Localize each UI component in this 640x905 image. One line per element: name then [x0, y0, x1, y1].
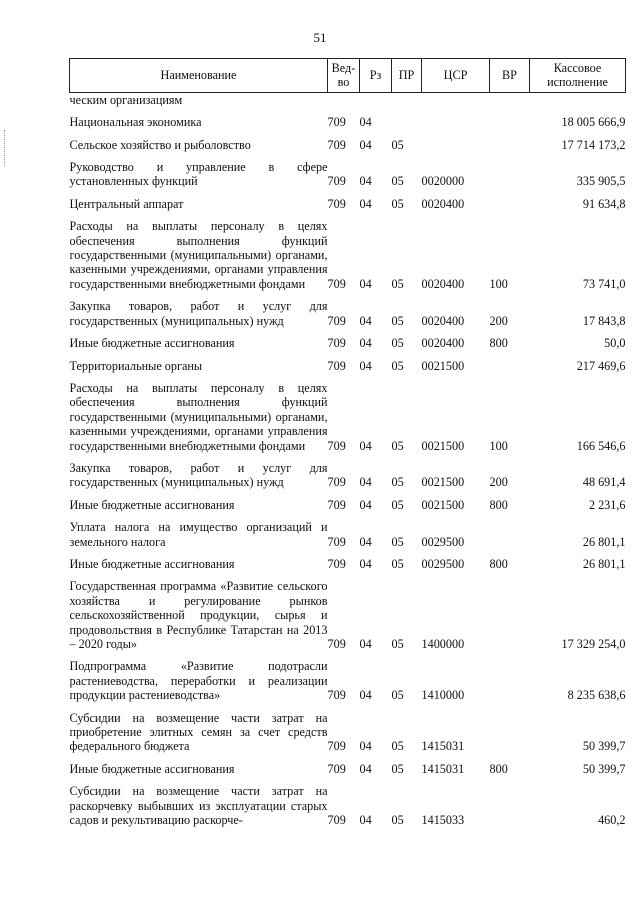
header-vr: ВР: [490, 59, 530, 93]
cell-ved: 709: [327, 688, 346, 703]
cell-rz: [360, 92, 392, 107]
cell-ved: 709: [327, 438, 346, 453]
cell-vr: [490, 115, 530, 129]
cell-pr: 05: [391, 556, 404, 571]
cell-pr: 05: [391, 137, 404, 152]
cell-pr: 05: [391, 739, 404, 754]
cell-vr: 800: [489, 497, 508, 512]
cell-name: Уплата налога на имущество организаций и земельного налога: [69, 520, 328, 549]
cell-pr: 05: [391, 313, 404, 328]
cell-amount: 50 399,7: [582, 761, 626, 776]
row-spacer: [70, 571, 626, 579]
row-spacer: [70, 291, 626, 299]
cell-ved: 709: [327, 637, 346, 651]
cell-amount: 50,0: [604, 336, 626, 351]
cell-pr: 05: [391, 358, 404, 373]
cell-name: Расходы на выплаты персоналу в целях обеспечения выполнения функций государственными (муниципальными) органами, казенными учреждениями, органами управления государственными внебюджетными фондами: [69, 219, 328, 291]
cell-amount: 17 329 254,0: [561, 637, 626, 651]
cell-csr: [422, 115, 490, 129]
cell-name: Субсидии на возмещение части затрат на раскорчевку выбывших из эксплуатации старых садов и рекультивацию раскорче-: [69, 784, 328, 828]
cell-name: ческим организациям: [69, 92, 183, 107]
cell-csr: 0029500: [421, 556, 465, 571]
cell-vr: [490, 160, 530, 189]
cell-name: Государственная программа «Развитие сельского хозяйства и регулирование рынков сельскохозяйственной продукции, сырья и продовольствия в Республике Татарстан на 2013 – 2020 годы»: [69, 579, 328, 651]
cell-ved: 709: [327, 196, 346, 211]
row-spacer: [70, 453, 626, 461]
cell-rz: 04: [359, 534, 372, 549]
cell-rz: 04: [359, 556, 372, 571]
cell-name: Иные бюджетные ассигнования: [69, 336, 235, 351]
cell-csr: [422, 138, 490, 152]
header-amount: Кассовое исполнение: [530, 59, 626, 93]
cell-rz: 04: [359, 196, 372, 211]
cell-name: Закупка товаров, работ и услуг для государственных (муниципальных) нужд: [69, 299, 328, 328]
cell-amount: 17 714 173,2: [561, 137, 626, 152]
table-row: [70, 784, 626, 827]
cell-pr: 05: [391, 336, 404, 351]
cell-name: Иные бюджетные ассигнования: [69, 497, 235, 512]
cell-ved: 709: [327, 174, 346, 189]
cell-pr: 05: [391, 813, 404, 828]
cell-csr: 1415033: [421, 813, 465, 828]
cell-csr: [422, 92, 490, 107]
header-name: Наименование: [70, 59, 328, 93]
cell-name: Субсидии на возмещение части затрат на приобретение элитных семян за счет средств федерального бюджета: [69, 710, 328, 754]
cell-rz: 04: [359, 313, 372, 328]
table-row: [70, 461, 626, 490]
row-spacer: [70, 189, 626, 197]
cell-amount: 50 399,7: [582, 739, 626, 754]
cell-vr: 100: [489, 276, 508, 291]
cell-rz: 04: [359, 137, 372, 152]
table-row: [70, 160, 626, 189]
table-row: [70, 299, 626, 328]
cell-amount: 335 905,5: [576, 174, 626, 189]
page-number: 51: [313, 30, 327, 45]
cell-rz: 04: [359, 761, 372, 776]
cell-csr: 0021500: [421, 497, 465, 512]
cell-pr: 05: [391, 475, 404, 490]
cell-vr: 800: [489, 336, 508, 351]
cell-vr: 100: [489, 438, 508, 453]
cell-csr: 0020400: [421, 336, 465, 351]
table-row: [70, 557, 626, 571]
cell-ved: 709: [327, 556, 346, 571]
cell-vr: [490, 579, 530, 651]
cell-csr: 0021500: [421, 438, 465, 453]
cell-amount: 18 005 666,9: [561, 115, 626, 130]
cell-amount: 217 469,6: [576, 358, 626, 373]
cell-ved: 709: [327, 813, 346, 828]
cell-vr: 800: [489, 761, 508, 776]
scan-margin-mark: [4, 130, 7, 166]
cell-ved: 709: [327, 313, 346, 328]
table-row: [70, 381, 626, 453]
table-row: [70, 359, 626, 373]
cell-csr: 0021500: [421, 358, 465, 373]
cell-pr: 05: [391, 196, 404, 211]
cell-pr: [392, 115, 422, 129]
cell-rz: 04: [359, 115, 372, 130]
cell-pr: 05: [391, 688, 404, 703]
cell-pr: 05: [391, 497, 404, 512]
cell-name: Подпрограмма «Развитие подотрасли растениеводства, переработки и реализации продукции растениеводства»: [69, 659, 328, 703]
cell-csr: 1415031: [421, 739, 465, 754]
row-spacer: [70, 373, 626, 381]
cell-pr: 05: [391, 534, 404, 549]
row-spacer: [70, 152, 626, 160]
row-spacer: [70, 130, 626, 138]
cell-name: Расходы на выплаты персоналу в целях обеспечения выполнения функций государственными (муниципальными) органами, казенными учреждениями, органами управления государственными внебюджетными фондами: [69, 380, 328, 453]
budget-table: [69, 58, 626, 827]
cell-vr: [490, 359, 530, 373]
cell-rz: 04: [359, 475, 372, 490]
cell-ved: 709: [327, 358, 346, 373]
row-spacer: [70, 211, 626, 219]
cell-name: Иные бюджетные ассигнования: [69, 556, 235, 571]
row-spacer: [70, 512, 626, 520]
cell-rz: 04: [359, 813, 372, 828]
cell-vr: [490, 138, 530, 152]
cell-vr: 800: [489, 556, 508, 571]
cell-rz: 04: [359, 497, 372, 512]
cell-amount: 26 801,1: [582, 556, 626, 571]
cell-name: Сельское хозяйство и рыболовство: [69, 137, 251, 152]
cell-pr: 05: [391, 276, 404, 291]
cell-amount: [530, 92, 626, 107]
cell-name: Иные бюджетные ассигнования: [69, 761, 235, 776]
table-row: [70, 498, 626, 512]
row-spacer: [70, 651, 626, 659]
cell-rz: 04: [359, 276, 372, 291]
header-pr: ПР: [392, 59, 422, 93]
cell-vr: [490, 659, 530, 702]
cell-csr: 0020400: [421, 276, 465, 291]
cell-amount: 460,2: [598, 813, 626, 828]
cell-ved: 709: [327, 115, 346, 130]
table-row: [70, 219, 626, 291]
cell-ved: 709: [327, 336, 346, 351]
cell-rz: 04: [359, 336, 372, 351]
cell-ved: 709: [327, 475, 346, 490]
cell-pr: [392, 92, 422, 107]
cell-amount: 166 546,6: [576, 438, 626, 453]
header-rz: Рз: [360, 59, 392, 93]
row-spacer: [70, 107, 626, 115]
table-row: [70, 336, 626, 350]
cell-csr: 1415031: [421, 761, 465, 776]
cell-rz: 04: [359, 688, 372, 703]
cell-vr: [490, 92, 530, 107]
cell-ved: 709: [327, 137, 346, 152]
row-spacer: [70, 549, 626, 557]
row-spacer: [70, 754, 626, 762]
row-spacer: [70, 776, 626, 784]
cell-name: Руководство и управление в сфере установленных функций: [69, 160, 328, 189]
cell-pr: 05: [391, 761, 404, 776]
cell-vr: 200: [489, 475, 508, 490]
cell-name: Национальная экономика: [69, 115, 202, 130]
row-spacer: [70, 328, 626, 336]
table-row: [70, 579, 626, 651]
cell-amount: 48 691,4: [582, 475, 626, 490]
cell-pr: 05: [391, 438, 404, 453]
cell-csr: 0021500: [421, 475, 465, 490]
cell-csr: 1410000: [421, 688, 465, 703]
cell-amount: 17 843,8: [582, 313, 626, 328]
cell-ved: 709: [327, 276, 346, 291]
cell-pr: 05: [391, 637, 404, 651]
cell-rz: 04: [359, 174, 372, 189]
cell-rz: 04: [359, 739, 372, 754]
header-csr: ЦСР: [422, 59, 490, 93]
table-row: [70, 197, 626, 211]
cell-csr: 1400000: [421, 637, 465, 651]
cell-vr: [490, 784, 530, 827]
table-row: [70, 115, 626, 129]
cell-ved: [328, 92, 360, 107]
cell-name: Территориальные органы: [69, 358, 203, 373]
row-spacer: [70, 490, 626, 498]
table-body: [70, 92, 626, 827]
table-row: [70, 659, 626, 702]
cell-csr: 0020400: [421, 196, 465, 211]
cell-ved: 709: [327, 739, 346, 754]
row-spacer: [70, 703, 626, 711]
cell-vr: [490, 197, 530, 211]
cell-vr: 200: [489, 313, 508, 328]
cell-csr: 0020000: [421, 174, 465, 189]
cell-csr: 0020400: [421, 313, 465, 328]
cell-ved: 709: [327, 497, 346, 512]
cell-name: Закупка товаров, работ и услуг для государственных (муниципальных) нужд: [69, 460, 328, 490]
table-row: [70, 520, 626, 549]
table-row: [70, 138, 626, 152]
cell-rz: 04: [359, 358, 372, 373]
cell-amount: 73 741,0: [582, 276, 626, 291]
cell-amount: 8 235 638,6: [567, 688, 626, 703]
cell-pr: 05: [391, 174, 404, 189]
cell-amount: 26 801,1: [582, 534, 626, 549]
row-spacer: [70, 351, 626, 359]
cell-vr: [490, 520, 530, 549]
table-row: [70, 711, 626, 754]
cell-rz: 04: [359, 637, 372, 651]
cell-csr: 0029500: [421, 534, 465, 549]
table-row: [70, 92, 626, 107]
cell-amount: 91 634,8: [582, 196, 626, 211]
table-row: [70, 762, 626, 776]
cell-name: Центральный аппарат: [69, 196, 184, 211]
cell-vr: [490, 711, 530, 754]
header-ved: Вед- во: [328, 59, 360, 93]
cell-ved: 709: [327, 761, 346, 776]
cell-ved: 709: [327, 534, 346, 549]
table-header-row: [70, 59, 626, 93]
cell-rz: 04: [359, 438, 372, 453]
cell-amount: 2 231,6: [588, 497, 626, 512]
